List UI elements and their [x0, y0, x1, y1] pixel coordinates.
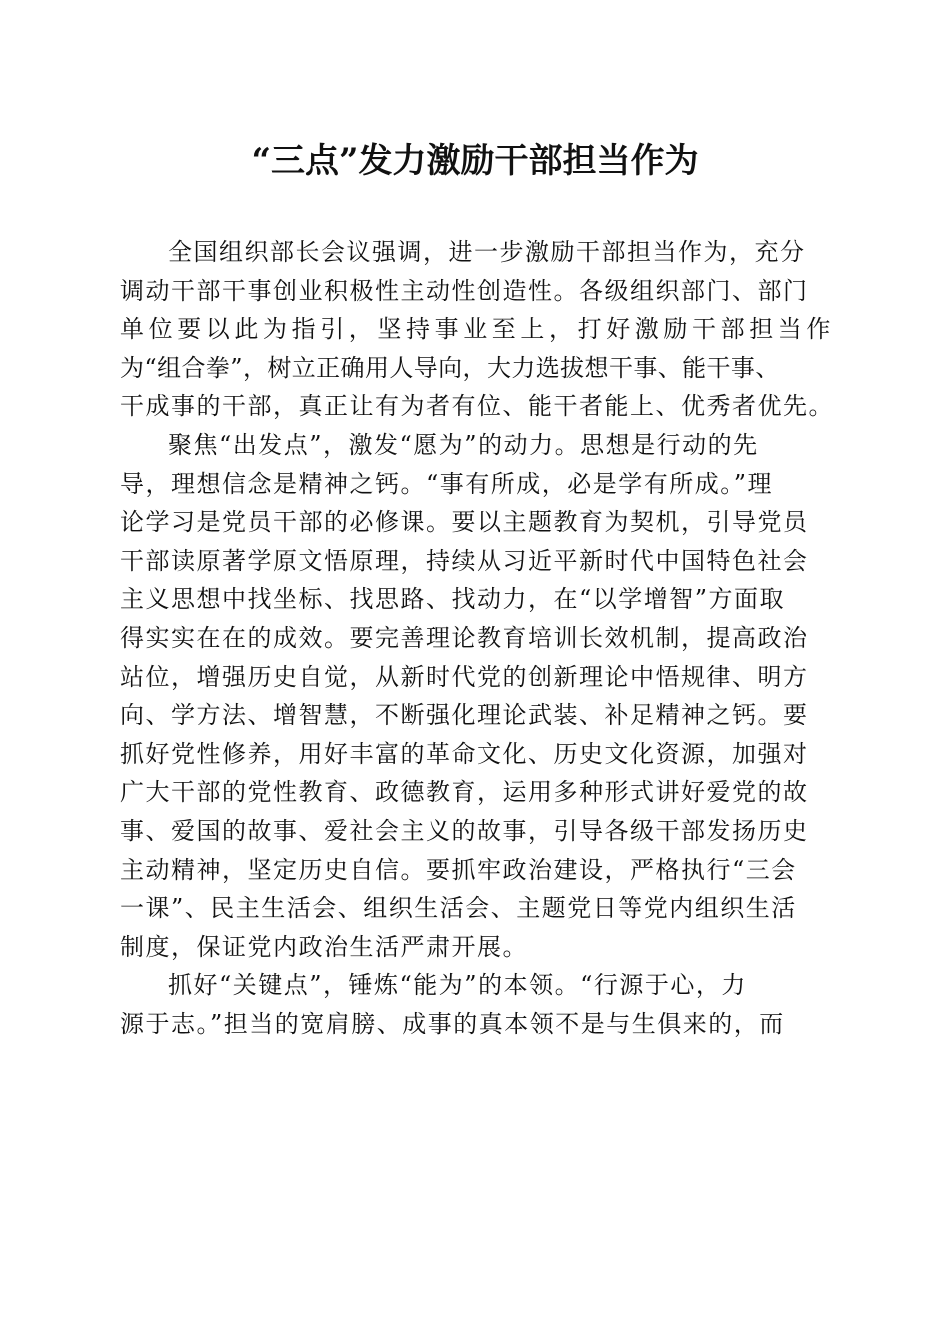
- paragraph-line: 抓好“关键点”，锤炼“能为”的本领。“行源于心，力: [168, 971, 747, 1000]
- paragraph: [120, 966, 822, 1043]
- paragraph-line: 一课”、民主生活会、组织生活会、主题党日等党内组织生活: [120, 894, 797, 923]
- document-body: [120, 233, 835, 1043]
- paragraph: [120, 233, 835, 426]
- paragraph-line: 主义思想中找坐标、找思路、找动力，在“以学增智”方面取: [120, 585, 786, 614]
- paragraph-line: 干部读原著学原文悟原理，持续从习近平新时代中国特色社会: [120, 546, 809, 575]
- paragraph-line: 导，理想信念是精神之钙。“事有所成，必是学有所成。”理: [120, 469, 774, 498]
- document-title: “三点”发力激励干部担当作为: [251, 141, 699, 181]
- paragraph-line: 事、爱国的故事、爱社会主义的故事，引导各级干部发扬历史: [120, 816, 809, 845]
- paragraph-line: 论学习是党员干部的必修课。要以主题教育为契机，引导党员: [120, 508, 809, 537]
- paragraph-line: 干成事的干部，真正让有为者有位、能干者能上、优秀者优先。: [120, 392, 834, 421]
- paragraph-line: 单位要以此为指引，坚持事业至上，打好激励干部担当作: [120, 315, 835, 344]
- paragraph-line: 全国组织部长会议强调，进一步激励干部担当作为，充分: [168, 238, 806, 266]
- paragraph-line: 制度，保证党内政治生活严肃开展。: [120, 932, 528, 961]
- paragraph: [120, 426, 822, 966]
- paragraph-line: 抓好党性修养，用好丰富的革命文化、历史文化资源，加强对: [120, 739, 809, 768]
- paragraph-line: 聚焦“出发点”，激发“愿为”的动力。思想是行动的先: [168, 430, 759, 459]
- paragraph-line: 源于志。”担当的宽肩膀、成事的真本领不是与生俱来的，而: [120, 1009, 785, 1038]
- paragraph-line: 为“组合拳”，树立正确用人导向，大力选拔想干事、能干事、: [120, 353, 780, 382]
- paragraph-line: 主动精神，坚定历史自信。要抓牢政治建设，严格执行“三会: [120, 855, 797, 884]
- paragraph-line: 得实实在在的成效。要完善理论教育培训长效机制，提高政治: [120, 623, 809, 652]
- paragraph-line: 调动干部干事创业积极性主动性创造性。各级组织部门、部门: [120, 276, 809, 305]
- paragraph-line: 向、学方法、增智慧，不断强化理论武装、补足精神之钙。要: [120, 701, 809, 730]
- paragraph-line: 广大干部的党性教育、政德教育，运用多种形式讲好爱党的故: [120, 778, 809, 807]
- paragraph-line: 站位，增强历史自觉，从新时代党的创新理论中悟规律、明方: [120, 662, 809, 691]
